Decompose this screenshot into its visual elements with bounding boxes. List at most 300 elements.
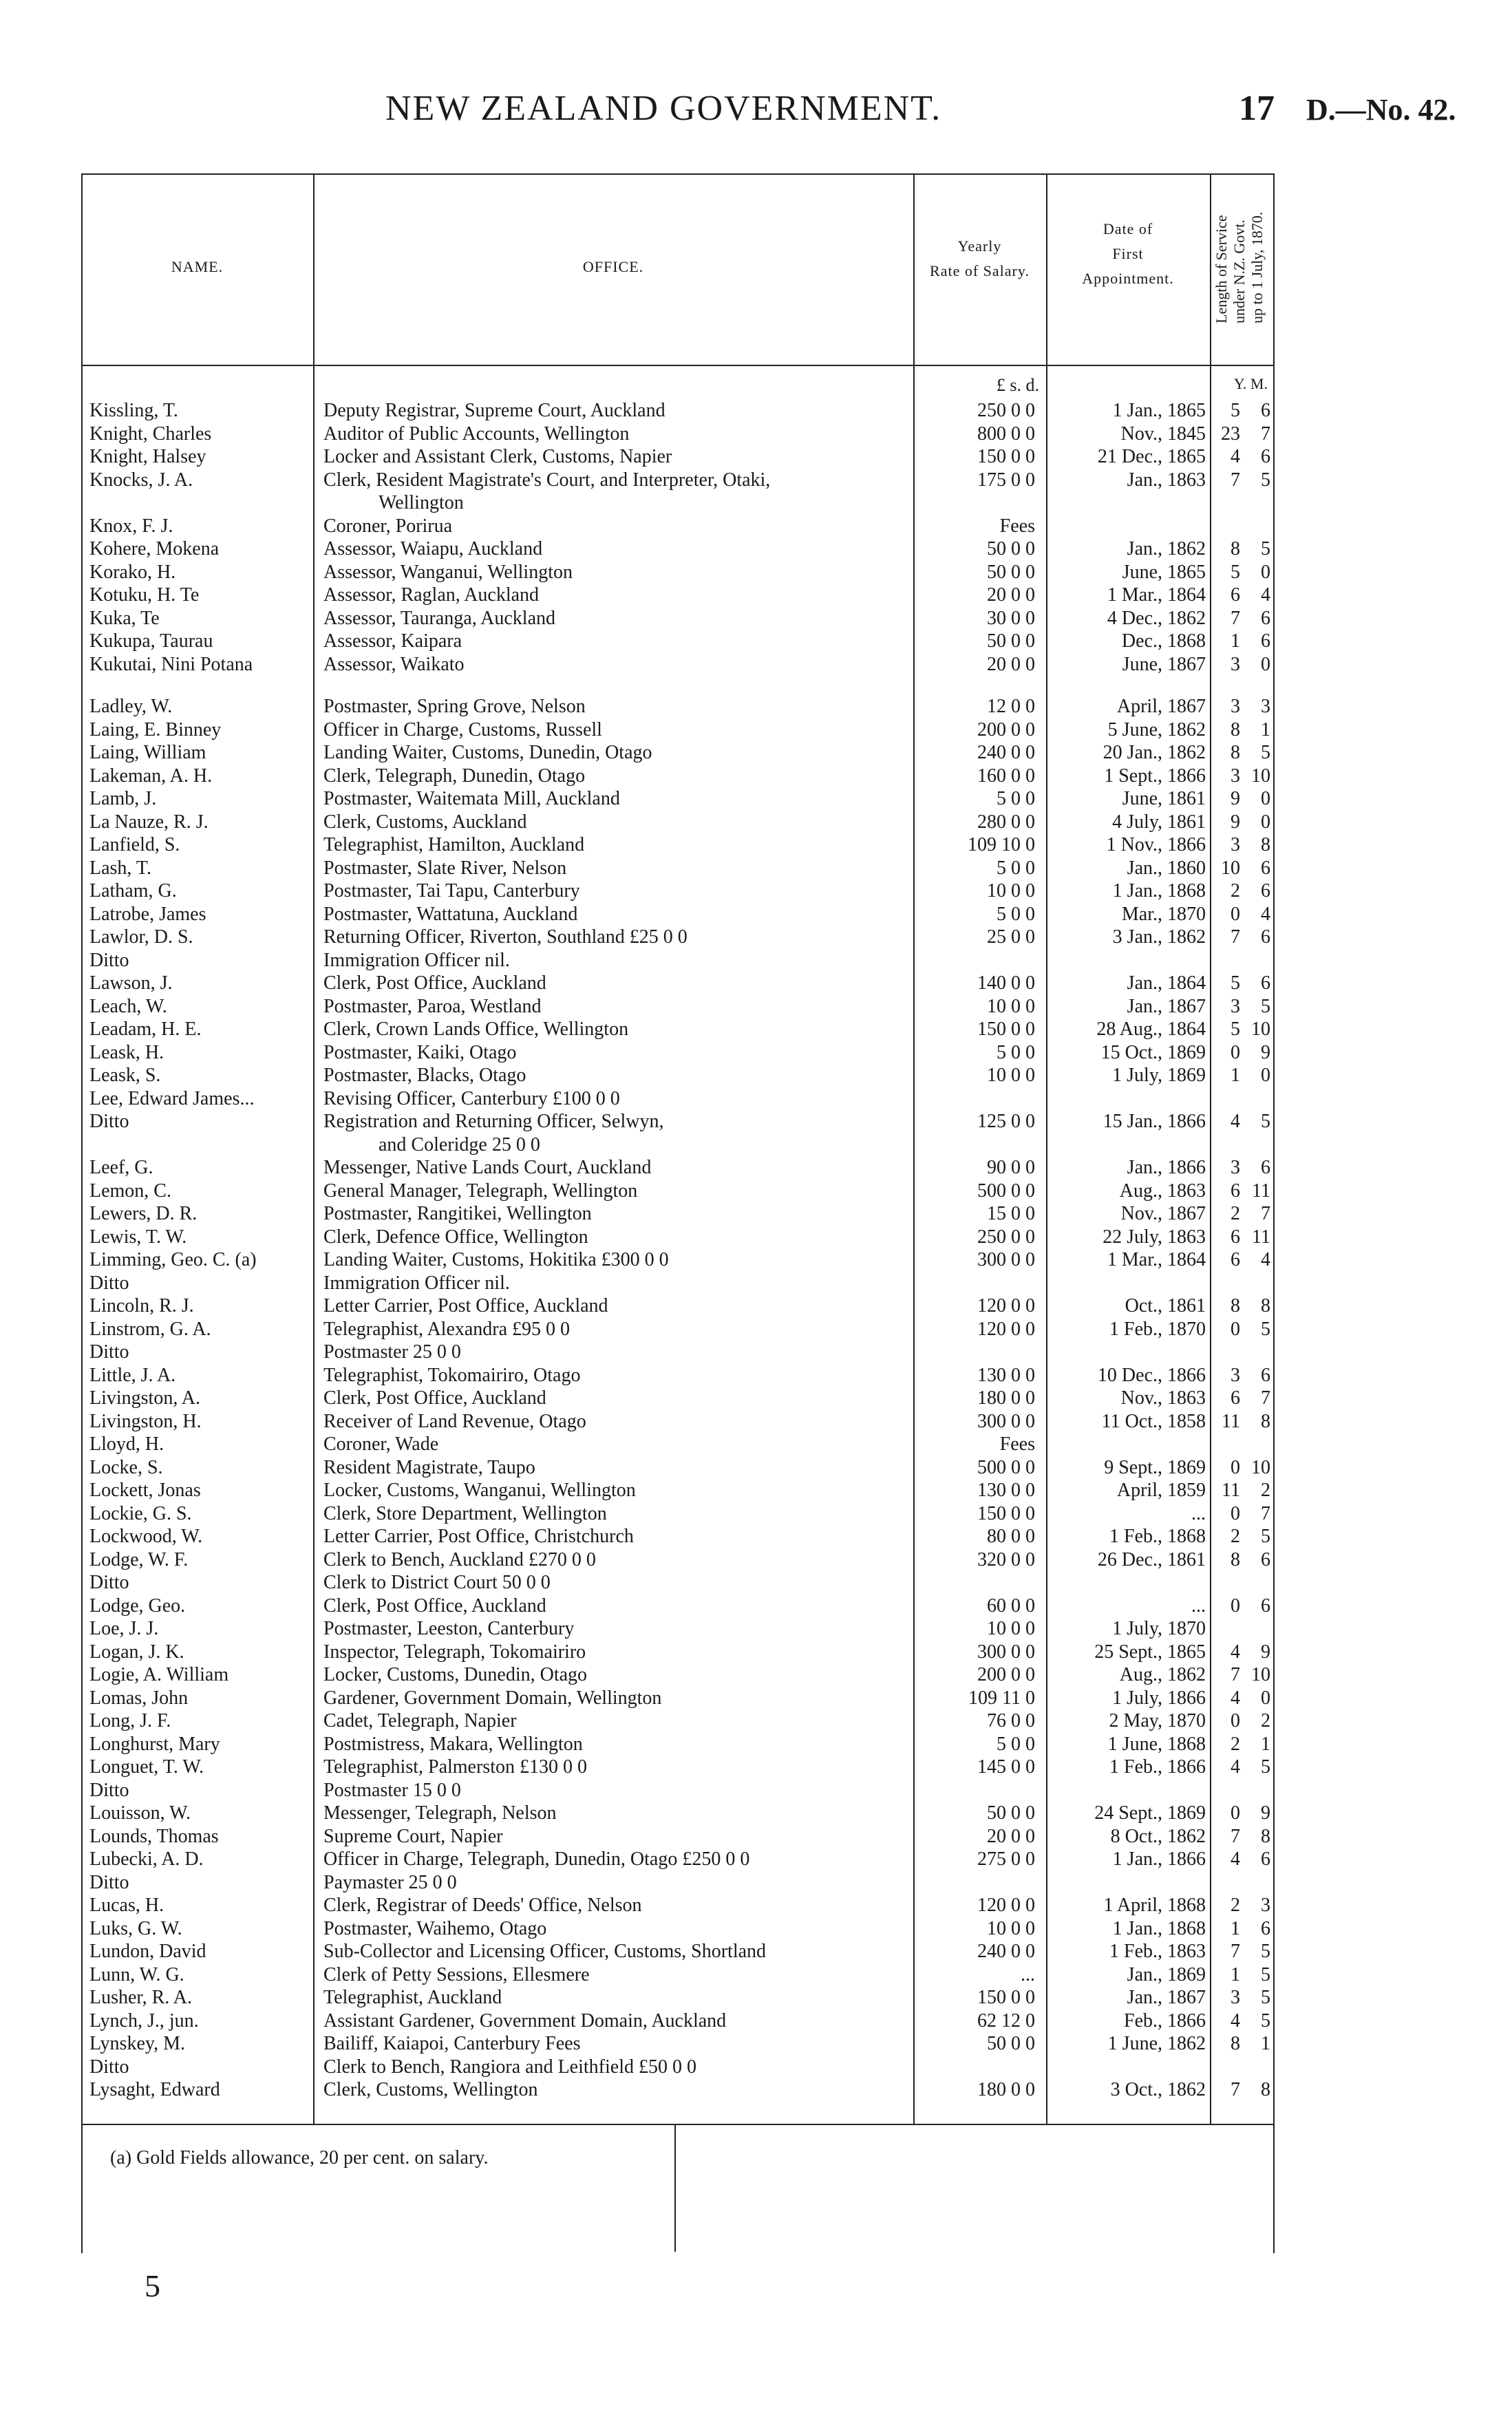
- service-months: 4: [1261, 903, 1270, 925]
- salary-value: 500 0 0: [977, 1456, 1035, 1478]
- service-months: 5: [1261, 1987, 1270, 2008]
- staff-name: Lysaght, Edward: [89, 2079, 220, 2100]
- salary-value: 800 0 0: [977, 423, 1035, 445]
- salary-value: 25 0 0: [987, 926, 1035, 948]
- appointment-date: 10 Dec., 1866: [1097, 1364, 1206, 1386]
- appointment-date: Jan., 1864: [1127, 972, 1206, 994]
- staff-name: Lakeman, A. H.: [89, 765, 213, 787]
- salary-value: 109 11 0: [968, 1687, 1035, 1709]
- service-years: 8: [1231, 742, 1240, 763]
- salary-value: 50 0 0: [987, 630, 1035, 652]
- office-title: Supreme Court, Napier: [323, 1825, 503, 1847]
- column-header-service: Length of Service under N.Z. Govt. up to 1 July, 1870.: [1213, 211, 1266, 323]
- service-years: 6: [1231, 1180, 1240, 1202]
- office-title: Landing Waiter, Customs, Hokitika £300 0 0: [323, 1249, 669, 1270]
- service-years: 2: [1231, 1526, 1240, 1547]
- office-title: Clerk, Post Office, Auckland: [323, 972, 546, 994]
- service-months: 7: [1261, 1502, 1270, 1524]
- office-title: Clerk, Customs, Auckland: [323, 811, 527, 833]
- service-years: 0: [1231, 1318, 1240, 1340]
- table-row: [0, 1802, 1512, 1825]
- service-months: 6: [1261, 857, 1270, 879]
- table-row: [0, 537, 1512, 561]
- table-row: [0, 1663, 1512, 1687]
- table-row: [0, 1756, 1512, 1779]
- salary-value: 120 0 0: [977, 1295, 1035, 1317]
- office-title: Locker, Customs, Dunedin, Otago: [323, 1664, 588, 1685]
- service-months: 8: [1261, 834, 1270, 855]
- page-title: NEW ZEALAND GOVERNMENT.: [385, 89, 942, 128]
- office-title: Assessor, Raglan, Auckland: [323, 584, 540, 606]
- service-months: 0: [1261, 811, 1270, 833]
- table-row: [0, 1041, 1512, 1065]
- office-title: Telegraphist, Auckland: [323, 1987, 502, 2008]
- office-title: Bailiff, Kaiapoi, Canterbury Fees: [323, 2033, 581, 2054]
- table-row: [0, 1595, 1512, 1618]
- staff-name: Lewers, D. R.: [89, 1203, 198, 1224]
- service-months: 1: [1261, 2033, 1270, 2054]
- appointment-date: 25 Sept., 1865: [1094, 1641, 1206, 1663]
- salary-value: 90 0 0: [987, 1157, 1035, 1178]
- salary-value: 60 0 0: [987, 1595, 1035, 1617]
- service-years: 0: [1231, 903, 1240, 925]
- table-row: [0, 1294, 1512, 1318]
- service-months: 2: [1261, 1710, 1270, 1731]
- service-years: 5: [1231, 400, 1240, 421]
- staff-name: Knox, F. J.: [89, 515, 173, 537]
- table-row: [0, 1456, 1512, 1480]
- service-years: 10: [1221, 857, 1240, 879]
- salary-value: 5 0 0: [997, 903, 1035, 925]
- service-years: 9: [1231, 811, 1240, 833]
- office-title: Postmaster, Waihemo, Otago: [323, 1917, 547, 1939]
- service-years: 8: [1231, 1548, 1240, 1570]
- salary-value: 145 0 0: [977, 1756, 1035, 1778]
- office-title: Postmaster, Waitemata Mill, Auckland: [323, 788, 620, 809]
- appointment-date: 1 Mar., 1864: [1107, 1249, 1206, 1270]
- service-years: 3: [1231, 696, 1240, 717]
- service-months: 9: [1261, 1041, 1270, 1063]
- table-row: [0, 1087, 1512, 1111]
- salary-value: 50 0 0: [987, 1802, 1035, 1824]
- salary-value: 30 0 0: [987, 607, 1035, 629]
- office-title: Returning Officer, Riverton, Southland £25 0 0: [323, 926, 688, 948]
- salary-value: 240 0 0: [977, 1941, 1035, 1962]
- service-months: 8: [1261, 2079, 1270, 2100]
- service-years: 7: [1231, 926, 1240, 948]
- service-months: 4: [1261, 1249, 1270, 1270]
- service-years: 6: [1231, 1249, 1240, 1270]
- staff-name: Louisson, W.: [89, 1802, 191, 1824]
- appointment-date: 1 Jan., 1868: [1112, 880, 1206, 902]
- office-title: Telegraphist, Hamilton, Auckland: [323, 834, 585, 855]
- service-years: 8: [1231, 2033, 1240, 2054]
- service-months: 6: [1261, 972, 1270, 994]
- service-years: 1: [1231, 630, 1240, 652]
- staff-name: Lundon, David: [89, 1941, 206, 1962]
- salary-value: 140 0 0: [977, 972, 1035, 994]
- appointment-date: Nov., 1863: [1120, 1387, 1206, 1409]
- office-title: Locker, Customs, Wanganui, Wellington: [323, 1480, 636, 1501]
- table-row: [0, 584, 1512, 607]
- service-months: 6: [1261, 630, 1270, 652]
- salary-value: 300 0 0: [977, 1410, 1035, 1432]
- staff-name: Kuka, Te: [89, 607, 160, 629]
- appointment-date: June, 1861: [1122, 788, 1206, 809]
- salary-value: 12 0 0: [987, 696, 1035, 717]
- appointment-date: June, 1865: [1122, 561, 1206, 583]
- salary-value: 250 0 0: [977, 400, 1035, 421]
- table-row: [0, 1548, 1512, 1572]
- service-months: 0: [1261, 561, 1270, 583]
- staff-name: Lubecki, A. D.: [89, 1848, 204, 1870]
- salary-value: 500 0 0: [977, 1180, 1035, 1202]
- table-row: [0, 1387, 1512, 1410]
- service-years: 6: [1231, 1226, 1240, 1248]
- appointment-date: 8 Oct., 1862: [1110, 1825, 1206, 1847]
- office-title: Officer in Charge, Telegraph, Dunedin, Otago £250 0 0: [323, 1848, 750, 1870]
- table-row: [0, 2010, 1512, 2033]
- salary-value: Fees: [999, 1434, 1035, 1455]
- salary-value: 20 0 0: [987, 653, 1035, 675]
- office-title: Assessor, Waiapu, Auckland: [323, 538, 543, 559]
- service-years: 4: [1231, 1111, 1240, 1132]
- service-years: 8: [1231, 718, 1240, 740]
- staff-name: Kohere, Mokena: [89, 538, 220, 559]
- service-years: 7: [1231, 469, 1240, 491]
- staff-name: Ditto: [89, 949, 129, 971]
- appointment-date: Oct., 1861: [1125, 1295, 1206, 1317]
- service-years: 3: [1231, 1364, 1240, 1386]
- service-months: 10: [1251, 1664, 1270, 1685]
- office-title: Clerk, Crown Lands Office, Wellington: [323, 1019, 629, 1040]
- service-months: 5: [1261, 1941, 1270, 1962]
- table-row: [0, 491, 1512, 515]
- table-row: [0, 811, 1512, 834]
- office-title: Postmaster, Kaiki, Otago: [323, 1041, 517, 1063]
- service-years: 0: [1231, 1456, 1240, 1478]
- office-title: Clerk to Bench, Rangiora and Leithfield £50 0 0: [323, 2056, 696, 2078]
- appointment-date: 1 June, 1868: [1107, 1733, 1206, 1755]
- table-row: [0, 1226, 1512, 1249]
- staff-name: Kotuku, H. Te: [89, 584, 200, 606]
- staff-name: Laing, William: [89, 742, 206, 763]
- salary-value: 10 0 0: [987, 995, 1035, 1017]
- column-header-name: NAME.: [171, 258, 224, 275]
- header-rule: [81, 365, 1273, 366]
- staff-name: Lloyd, H.: [89, 1434, 164, 1455]
- appointment-date: 3 Oct., 1862: [1110, 2079, 1206, 2100]
- office-title: Postmaster, Paroa, Westland: [323, 995, 542, 1017]
- service-months: 5: [1261, 1963, 1270, 1985]
- service-years: 9: [1231, 788, 1240, 809]
- service-months: 10: [1251, 1456, 1270, 1478]
- salary-value: 150 0 0: [977, 446, 1035, 467]
- office-title: Landing Waiter, Customs, Dunedin, Otago: [323, 742, 652, 763]
- appointment-date: Dec., 1868: [1121, 630, 1206, 652]
- staff-name: Lawlor, D. S.: [89, 926, 193, 948]
- office-title: Postmaster, Blacks, Otago: [323, 1065, 526, 1086]
- service-months: 8: [1261, 1410, 1270, 1432]
- staff-name: Lockett, Jonas: [89, 1480, 201, 1501]
- salary-value: 175 0 0: [977, 469, 1035, 491]
- table-row: [0, 857, 1512, 880]
- salary-value: 200 0 0: [977, 718, 1035, 740]
- staff-name: Lynch, J., jun.: [89, 2010, 199, 2032]
- salary-value: 62 12 0: [977, 2010, 1035, 2032]
- staff-name: Knight, Halsey: [89, 446, 206, 467]
- staff-name: Locke, S.: [89, 1456, 163, 1478]
- office-title: Clerk to District Court 50 0 0: [323, 1572, 551, 1593]
- appointment-date: 5 June, 1862: [1107, 718, 1206, 740]
- salary-value: 150 0 0: [977, 1502, 1035, 1524]
- office-title: Postmaster 25 0 0: [323, 1341, 461, 1363]
- staff-name: Lodge, W. F.: [89, 1548, 189, 1570]
- service-months: 6: [1261, 1917, 1270, 1939]
- table-row: [0, 765, 1512, 788]
- staff-name: Leach, W.: [89, 995, 167, 1017]
- appointment-date: 1 Sept., 1866: [1104, 765, 1206, 787]
- service-years: 4: [1231, 1848, 1240, 1870]
- service-years: 4: [1231, 1756, 1240, 1778]
- service-years: 11: [1222, 1410, 1240, 1432]
- table-row: [0, 1894, 1512, 1917]
- staff-name: La Nauze, R. J.: [89, 811, 209, 833]
- service-months: 0: [1261, 1687, 1270, 1709]
- staff-name: Kukupa, Taurau: [89, 630, 213, 652]
- staff-name: Lee, Edward James...: [89, 1087, 255, 1109]
- service-months: 7: [1261, 1387, 1270, 1409]
- staff-name: Korako, H.: [89, 561, 176, 583]
- office-title: Telegraphist, Palmerston £130 0 0: [323, 1756, 587, 1778]
- service-years: 2: [1231, 1203, 1240, 1224]
- service-months: 3: [1261, 1895, 1270, 1916]
- service-years: 1: [1231, 1963, 1240, 1985]
- table-row: [0, 972, 1512, 995]
- staff-name: Leadam, H. E.: [89, 1019, 202, 1040]
- service-months: 6: [1261, 607, 1270, 629]
- office-title: Locker and Assistant Clerk, Customs, Napier: [323, 446, 672, 467]
- table-row: [0, 653, 1512, 676]
- office-title: Messenger, Native Lands Court, Auckland: [323, 1157, 652, 1178]
- salary-value: 5 0 0: [997, 1041, 1035, 1063]
- salary-value: 130 0 0: [977, 1364, 1035, 1386]
- staff-name: Ladley, W.: [89, 696, 173, 717]
- staff-name: Kukutai, Nini Potana: [89, 653, 253, 675]
- staff-name: Ditto: [89, 1871, 129, 1893]
- office-title: Postmaster, Slate River, Nelson: [323, 857, 567, 879]
- office-title: Registration and Returning Officer, Selwyn,: [323, 1111, 664, 1132]
- table-row: [0, 1272, 1512, 1295]
- appointment-date: 4 July, 1861: [1112, 811, 1206, 833]
- appointment-date: ...: [1191, 1502, 1206, 1524]
- service-months: 2: [1261, 1480, 1270, 1501]
- staff-name: Lounds, Thomas: [89, 1825, 219, 1847]
- table-row: [0, 787, 1512, 811]
- salary-value: 130 0 0: [977, 1480, 1035, 1501]
- salary-value: 109 10 0: [968, 834, 1035, 855]
- salary-value: 5 0 0: [997, 788, 1035, 809]
- salary-value: 10 0 0: [987, 1917, 1035, 1939]
- office-title: Clerk to Bench, Auckland £270 0 0: [323, 1548, 596, 1570]
- staff-name: Logie, A. William: [89, 1664, 229, 1685]
- staff-name: Lockie, G. S.: [89, 1502, 192, 1524]
- office-title: Assessor, Tauranga, Auckland: [323, 607, 555, 629]
- salary-value: 125 0 0: [977, 1111, 1035, 1132]
- table-row: [0, 630, 1512, 653]
- table-row: [0, 607, 1512, 630]
- salary-value: 150 0 0: [977, 1987, 1035, 2008]
- appointment-date: Jan., 1866: [1127, 1157, 1206, 1178]
- staff-name: Leef, G.: [89, 1157, 153, 1178]
- service-years: 7: [1231, 607, 1240, 629]
- office-title: Postmaster, Tai Tapu, Canterbury: [323, 880, 580, 902]
- salary-value: 10 0 0: [987, 1618, 1035, 1639]
- service-months: 9: [1261, 1641, 1270, 1663]
- appointment-date: 1 Feb., 1868: [1109, 1526, 1206, 1547]
- service-years: 5: [1231, 561, 1240, 583]
- appointment-date: Jan., 1869: [1127, 1963, 1206, 1985]
- staff-name: Leask, S.: [89, 1065, 161, 1086]
- table-row: [0, 1848, 1512, 1871]
- page-number-bottom: 5: [145, 2268, 160, 2303]
- service-months: 6: [1261, 1595, 1270, 1617]
- appointment-date: Feb., 1866: [1124, 2010, 1206, 2032]
- appointment-date: 28 Aug., 1864: [1096, 1019, 1206, 1040]
- service-years: 3: [1231, 1157, 1240, 1178]
- table-row: [0, 1341, 1512, 1364]
- salary-value: 200 0 0: [977, 1664, 1035, 1685]
- table-row: [0, 1963, 1512, 1987]
- office-title: Clerk, Post Office, Auckland: [323, 1387, 546, 1409]
- service-years: 1: [1231, 1917, 1240, 1939]
- table-row: [0, 561, 1512, 584]
- salary-value: 10 0 0: [987, 880, 1035, 902]
- salary-value: 76 0 0: [987, 1710, 1035, 1731]
- staff-name: Lanfield, S.: [89, 834, 180, 855]
- table-row: [0, 1410, 1512, 1434]
- service-years: 3: [1231, 653, 1240, 675]
- table-row: [0, 1779, 1512, 1802]
- service-years: 7: [1231, 2079, 1240, 2100]
- office-title: Postmaster, Wattatuna, Auckland: [323, 903, 578, 925]
- office-title: Officer in Charge, Customs, Russell: [323, 718, 602, 740]
- table-row: [0, 399, 1512, 423]
- service-months: 7: [1261, 423, 1270, 445]
- appointment-date: 2 May, 1870: [1109, 1710, 1206, 1731]
- service-years: 8: [1231, 538, 1240, 559]
- office-title: Coroner, Porirua: [323, 515, 453, 537]
- appointment-date: Jan., 1867: [1127, 995, 1206, 1017]
- staff-table-body: [0, 399, 1512, 2102]
- page-number-top: 17: [1239, 89, 1275, 128]
- staff-name: Logan, J. K.: [89, 1641, 184, 1663]
- service-months: 5: [1261, 1318, 1270, 1340]
- office-title: Inspector, Telegraph, Tokomairiro: [323, 1641, 586, 1663]
- office-title: Clerk, Telegraph, Dunedin, Otago: [323, 765, 586, 787]
- staff-name: Livingston, H.: [89, 1410, 202, 1432]
- staff-name: Lamb, J.: [89, 788, 157, 809]
- table-row: [0, 995, 1512, 1019]
- office-title: Messenger, Telegraph, Nelson: [323, 1802, 557, 1824]
- service-months: 3: [1261, 696, 1270, 717]
- staff-name: Limming, Geo. C. (a): [89, 1249, 257, 1270]
- table-row: [0, 1871, 1512, 1895]
- salary-value: 240 0 0: [977, 742, 1035, 763]
- table-row: [0, 903, 1512, 926]
- table-row: [0, 1687, 1512, 1710]
- table-row: [0, 1318, 1512, 1341]
- footer-rule: [81, 2124, 1273, 2125]
- staff-name: Lash, T.: [89, 857, 151, 879]
- office-title: Postmaster, Leeston, Canterbury: [323, 1618, 575, 1639]
- office-title: Letter Carrier, Post Office, Christchurch: [323, 1526, 634, 1547]
- office-title: Postmaster, Rangitikei, Wellington: [323, 1203, 592, 1224]
- office-title: Clerk, Store Department, Wellington: [323, 1502, 607, 1524]
- service-months: 6: [1261, 400, 1270, 421]
- appointment-date: 1 Mar., 1864: [1107, 584, 1206, 606]
- office-title: Letter Carrier, Post Office, Auckland: [323, 1295, 608, 1317]
- table-row: [0, 833, 1512, 857]
- staff-name: Ditto: [89, 1779, 129, 1801]
- service-months: 6: [1261, 1848, 1270, 1870]
- office-title: and Coleridge 25 0 0: [379, 1133, 540, 1155]
- table-row: [0, 515, 1512, 538]
- staff-name: Lockwood, W.: [89, 1526, 203, 1547]
- service-years: 6: [1231, 584, 1240, 606]
- appointment-date: 1 July, 1870: [1112, 1618, 1206, 1639]
- table-row: [0, 1180, 1512, 1203]
- service-months: 5: [1261, 538, 1270, 559]
- service-months: 11: [1252, 1180, 1270, 1202]
- service-months: 6: [1261, 880, 1270, 902]
- table-row: [0, 445, 1512, 469]
- staff-name: Knocks, J. A.: [89, 469, 193, 491]
- office-title: Assessor, Waikato: [323, 653, 465, 675]
- staff-name: Ditto: [89, 2056, 129, 2078]
- office-title: Clerk, Resident Magistrate's Court, and Interpreter, Otaki,: [323, 469, 771, 491]
- service-months: 10: [1251, 1019, 1270, 1040]
- office-title: Clerk, Defence Office, Wellington: [323, 1226, 588, 1248]
- staff-name: Livingston, A.: [89, 1387, 201, 1409]
- column-header-office: OFFICE.: [582, 258, 644, 275]
- service-years: 0: [1231, 1595, 1240, 1617]
- service-months: 5: [1261, 469, 1270, 491]
- office-title: Postmaster 15 0 0: [323, 1779, 461, 1801]
- staff-name: Lomas, John: [89, 1687, 189, 1709]
- table-row: [0, 741, 1512, 765]
- salary-value: 150 0 0: [977, 1019, 1035, 1040]
- staff-name: Lewis, T. W.: [89, 1226, 187, 1248]
- service-years: 2: [1231, 1895, 1240, 1916]
- staff-name: Lodge, Geo.: [89, 1595, 186, 1617]
- salary-value: 300 0 0: [977, 1641, 1035, 1663]
- appointment-date: Nov., 1867: [1120, 1203, 1206, 1224]
- service-months: 0: [1261, 653, 1270, 675]
- appointment-date: 21 Dec., 1865: [1097, 446, 1206, 467]
- office-title: Clerk of Petty Sessions, Ellesmere: [323, 1963, 590, 1985]
- staff-name: Leask, H.: [89, 1041, 164, 1063]
- table-row: [0, 2032, 1512, 2056]
- office-title: Sub-Collector and Licensing Officer, Customs, Shortland: [323, 1941, 767, 1962]
- appointment-date: 20 Jan., 1862: [1103, 742, 1206, 763]
- appointment-date: 1 July, 1866: [1112, 1687, 1206, 1709]
- office-title: Assessor, Wanganui, Wellington: [323, 561, 573, 583]
- service-years: 4: [1231, 1641, 1240, 1663]
- office-title: Wellington: [379, 492, 464, 513]
- footnote: (a) Gold Fields allowance, 20 per cent. on salary.: [110, 2147, 489, 2168]
- salary-value: 20 0 0: [987, 584, 1035, 606]
